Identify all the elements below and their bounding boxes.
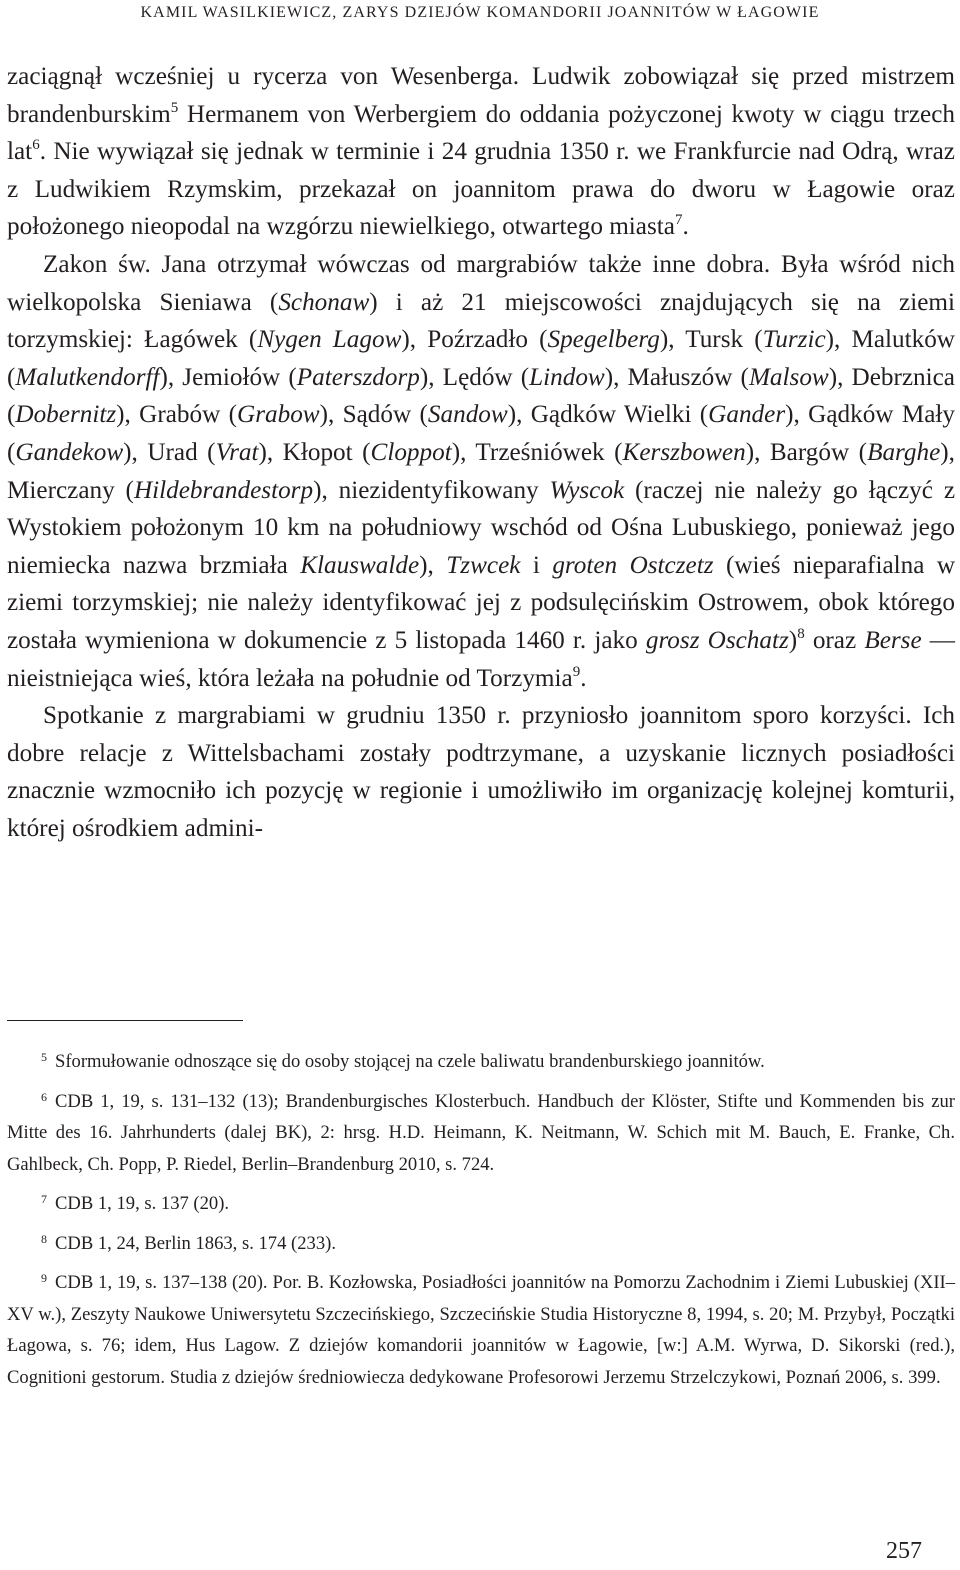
main-text — [7, 58, 955, 847]
footnote-5 — [7, 1042, 955, 1078]
text-segment: (wieś nieparafialna w ziemi torzymskiej; nie należy identyfikować jej z podsulęcińskim Ostrowem, obok którego została wymieniona w dokumencie z 5 listopada 1460 r. jako — [7, 551, 956, 654]
text-segment: ), Grabów ( — [116, 401, 238, 429]
text-segment: (raczej nie należy go łączyć z Wystokiem położonym 10 km na południowy wschód od Ośna Lubuskiego, ponieważ jego niemiecka nazwa brzmiała — [7, 476, 956, 579]
text-segment: . — [682, 213, 689, 241]
place-name: Spegelberg — [547, 326, 660, 354]
text-segment: ), Poźrzadło ( — [401, 326, 548, 354]
place-name: Berse — [864, 626, 922, 654]
place-name: Gander — [708, 401, 786, 429]
place-name: Grabow — [237, 401, 320, 429]
footnote-text: CDB 1, 19, s. 137–138 (20). Por. B. Kozłowska, Posiadłości joannitów na Pomorzu Zachodnim i Ziemi Lubuskiej (XII–XV w.), Zeszyty Naukowe Uniwersytetu Szczecińskiego, Szczecińskie Studia Historyczne 8, 1994, s. 20; M. Przybył, Początki Łagowa, s. 76; idem, Hus Lagow. Z dziejów komandorii joannitów w Łagowie, [w:] A.M. Wyrwa, D. Sikorski (red.), Cognitioni gestorum. Studia z dziejów średniowiecza dedykowane Profesorowi Jerzemu Strzelczykowi, Poznań 2006, s. 399. — [7, 1272, 955, 1388]
text-segment: ), Jemiołów ( — [159, 363, 297, 391]
footnote-separator — [7, 1020, 243, 1021]
footnote-6 — [7, 1082, 955, 1181]
text-segment: ), Sądów ( — [319, 401, 428, 429]
footnote-number: 5 — [41, 1050, 47, 1064]
place-name: Paterszdorp — [296, 363, 420, 391]
place-name: Nygen Lagow — [257, 326, 402, 354]
footnote-ref-8[interactable]: 8 — [797, 625, 805, 642]
place-name: Schonaw — [278, 288, 370, 316]
text-segment: ), Gądków Wielki ( — [507, 401, 709, 429]
text-segment: Hermanem von Werbergiem do oddania pożyczonej kwoty w ciągu trzech lat — [7, 100, 955, 166]
text-segment: — nieistniejąca wieś, która leżała na południe od Torzymia — [7, 626, 955, 692]
footnote-8 — [7, 1224, 955, 1260]
text-segment: ), Debrznica ( — [7, 363, 955, 429]
paragraph-2 — [7, 246, 955, 697]
footnote-text: CDB 1, 19, s. 131–132 (13); Brandenburgisches Klosterbuch. Handbuch der Klöster, Stifte und Kommenden bis zur Mitte des 16. Jahrhunderts (dalej BK), 2: hrsg. H.D. Heimann, K. Neitmann, W. Schich mit M. Bauch, E. Franke, Ch. Gahlbeck, Ch. Popp, P. Riedel, Berlin–Brandenburg 2010, s. 724. — [7, 1090, 955, 1175]
place-name: Turzic — [762, 326, 826, 354]
paragraph-1 — [7, 58, 955, 246]
text-segment: ), Małuszów ( — [604, 363, 749, 391]
footnote-ref-7[interactable]: 7 — [674, 212, 683, 229]
text-segment: . — [580, 664, 587, 692]
footnote-ref-5[interactable]: 5 — [170, 99, 179, 116]
place-name: Klauswalde — [300, 551, 420, 579]
place-name: Malutkendorff — [15, 363, 160, 391]
footnote-7 — [7, 1184, 955, 1220]
text-segment: i — [520, 551, 553, 579]
footnotes — [7, 1042, 955, 1397]
place-name: Hildebrandestorp — [133, 476, 314, 504]
footnote-number: 8 — [41, 1231, 47, 1246]
place-name: Tzwcek — [446, 551, 521, 579]
place-name: Malsow — [748, 363, 829, 391]
place-name: Vrat — [215, 438, 259, 466]
text-segment: oraz — [804, 626, 865, 654]
place-name: Wyscok — [549, 476, 625, 504]
paragraph-3: Spotkanie z margrabiami w grudniu 1350 r. przyniosło joannitom sporo korzyści. Ich dobre relacje z Wittelsbachami zostały podtrzymane, a uzyskanie licznych posiadłości znacznie wzmocniło ich pozycję w regionie i umożliwiło im organizację kolejnej komturii, której ośrodkiem admini- — [7, 702, 955, 842]
text-segment: ), Tursk ( — [659, 326, 763, 354]
text-segment: ), Bargów ( — [745, 438, 868, 466]
text-segment: ), niezidentyfikowany — [313, 476, 550, 504]
text-segment: . Nie wywiązał się jednak w terminie i 24 grudnia 1350 r. we Frankfurcie nad Odrą, wraz z Ludwikiem Rzymskim, przekazał on joannitom prawa do dworu w Łagowie oraz położonego nieopodal na wzgórzu niewielkiego, otwartego miasta — [7, 138, 955, 241]
footnote-text: CDB 1, 19, s. 137 (20). — [55, 1193, 230, 1214]
place-name: Sandow — [427, 401, 508, 429]
text-segment: ), Mierczany ( — [7, 438, 955, 504]
place-name: Dobernitz — [15, 401, 117, 429]
text-segment: zaciągnął wcześniej u rycerza von Wesenberga. Ludwik zobowiązał się przed mistrzem brandenburskim — [7, 63, 955, 128]
text-segment: ), Gądków Mały ( — [7, 401, 955, 466]
place-name: groten Ostczetz — [552, 551, 714, 579]
footnote-number: 7 — [41, 1192, 47, 1206]
text-segment: ) — [788, 626, 798, 654]
place-name: Kerszbowen — [622, 438, 746, 466]
text-segment: ), Urad ( — [123, 438, 216, 466]
footnote-text: Sformułowanie odnoszące się do osoby stojącej na czele baliwatu brandenburskiego joannitów. — [55, 1051, 765, 1072]
text-segment: ) i aż 21 miejscowości znajdujących się na ziemi torzymskiej: Łagówek ( — [7, 288, 955, 354]
page-number: 257 — [886, 1538, 922, 1564]
place-name: grosz Oschatz — [645, 626, 789, 654]
place-name: Barghe — [867, 438, 941, 466]
place-name: Gandekow — [15, 438, 124, 466]
footnote-number: 6 — [41, 1089, 47, 1104]
footnote-ref-9[interactable]: 9 — [572, 663, 581, 680]
text-segment: ), — [419, 551, 447, 579]
footnote-number: 9 — [41, 1271, 47, 1285]
text-segment: ), Malutków ( — [7, 326, 955, 391]
text-segment: ), Lędów ( — [419, 363, 530, 391]
place-name: Cloppot — [370, 438, 452, 466]
text-segment: ), Trześniówek ( — [451, 438, 623, 466]
footnote-text: CDB 1, 24, Berlin 1863, s. 174 (233). — [55, 1232, 336, 1254]
running-header: KAMIL WASILKIEWICZ, ZARYS DZIEJÓW KOMANDORII JOANNITÓW W ŁAGOWIE — [140, 4, 820, 21]
text-segment: ), Kłopot ( — [258, 438, 371, 466]
footnote-9 — [7, 1263, 955, 1393]
footnote-ref-6[interactable]: 6 — [32, 137, 40, 154]
place-name: Lindow — [529, 363, 605, 391]
text-segment: Zakon św. Jana otrzymał wówczas od margrabiów także inne dobra. Była wśród nich wielkopolska Sieniawa ( — [7, 250, 955, 316]
